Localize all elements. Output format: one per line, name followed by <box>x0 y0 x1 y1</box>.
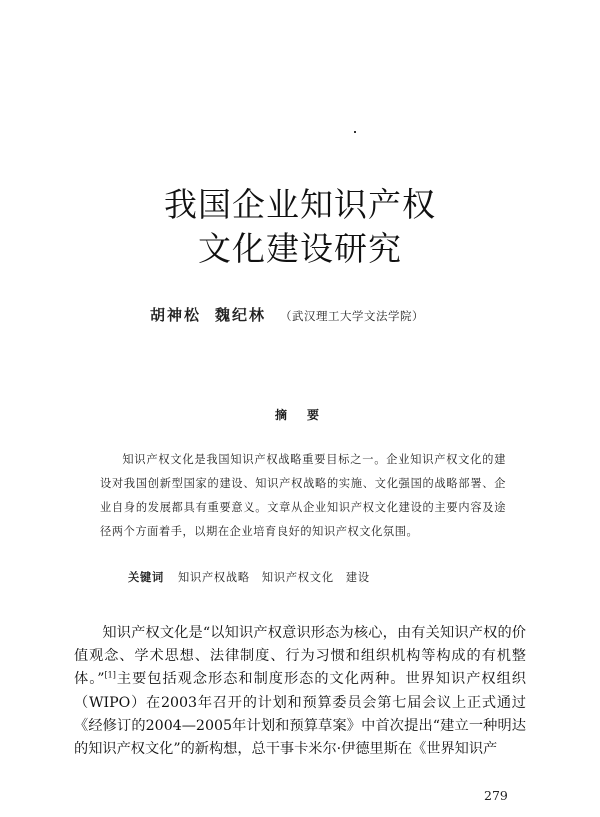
article-title-line-2: 文化建设研究 <box>198 229 402 268</box>
citation-marker: [1] <box>104 670 116 680</box>
keyword: 知识产权文化 <box>261 571 334 584</box>
author-affiliation: （武汉理工大学文法学院） <box>280 309 425 323</box>
print-speck <box>354 131 356 133</box>
abstract-text: 知识产权文化是我国知识产权战略重要目标之一。企业知识产权文化的建设对我国创新型国家的建设、知识产权战略的实施、文化强国的战略部署、企业自身的发展都具有重要意义。文章从企业知识产权文化建设的主要内容及途径两个方面着手，以期在企业培育良好的知识产权文化氛围。 <box>100 453 506 538</box>
author-name: 魏纪林 <box>215 306 267 324</box>
keyword: 知识产权战略 <box>177 571 250 584</box>
article-title-line-1: 我国企业知识产权 <box>164 185 436 224</box>
author-name: 胡神松 <box>150 306 202 324</box>
keywords-line <box>128 569 508 585</box>
byline <box>150 304 470 325</box>
page-number: 279 <box>484 788 508 803</box>
keywords-label: 关键词 <box>128 570 164 584</box>
body-paragraph <box>74 622 526 761</box>
body-text-part: 主要包括观念形态和制度形态的文化两种。世界知识产权组织（WIPO）在2003年召开的计划和预算委员会第七届会议上正式通过《经修订的2004—2005年计划和预算草案》中首次提出“建立一种明达的知识产权文化”的新构想，总干事卡米尔·伊德里斯在《世界知识产 <box>74 671 526 758</box>
abstract-heading: 摘要 <box>274 408 339 422</box>
keyword: 建设 <box>345 571 370 584</box>
body-text-part: 知识产权文化是“以知识产权意识形态为核心，由有关知识产权的价值观念、学术思想、法律制度、行为习惯和组织机构等构成的有机整体。” <box>74 625 526 688</box>
